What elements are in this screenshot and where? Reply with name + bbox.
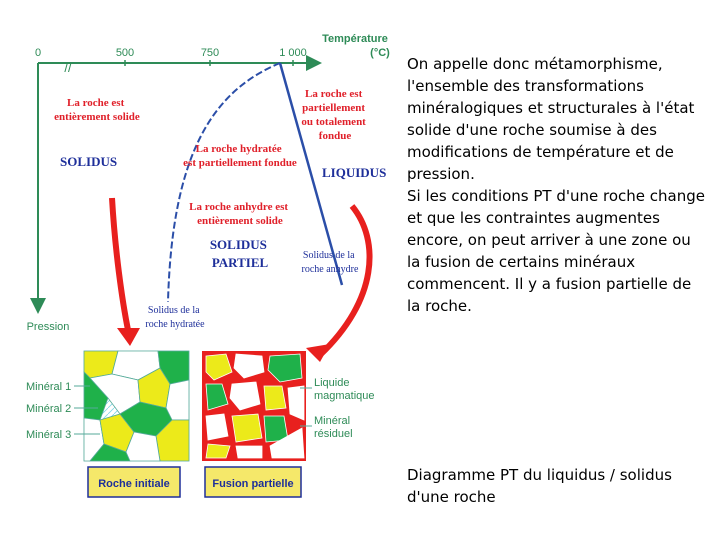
mineral-3-label: Minéral 3 (26, 429, 72, 441)
arrow-to-partial-head (306, 344, 330, 362)
arrow-to-initial-head (117, 328, 140, 346)
solidus-label: SOLIDUS (60, 154, 118, 169)
zone-hydrated-label: La roche hydratée est partiellement fondue (183, 143, 297, 169)
paragraph-metamorphism: On appelle donc métamorphisme, l'ensemble des transformations minéralogiques et structurales à l'état solide d'une roche soumise à des modifications de température et de pression. (407, 55, 695, 183)
initial-rock-panel (84, 351, 189, 461)
initial-rock-caption: Roche initiale (98, 478, 170, 490)
zone-solid-label: La roche est entièrement solide (54, 97, 140, 123)
x-axis-unit: (°C) (370, 47, 390, 59)
x-axis-title: Température (322, 33, 388, 45)
tick-label-500: 500 (115, 47, 135, 59)
partial-solidus-label: SOLIDUS PARTIEL (209, 237, 269, 270)
liquidus-label: LIQUIDUS (322, 165, 387, 180)
tick-label-750: 750 (200, 47, 220, 59)
melt-liquid-label: Liquide magmatique (314, 377, 375, 402)
zone-liquid-label: La roche est partiellement ou totalement fondue (301, 88, 366, 142)
axis-break-mark: // (64, 60, 72, 75)
tick-label-1000: 1 000 (279, 47, 307, 59)
hydrated-solidus-label: Solidus de la roche hydratée (145, 305, 205, 330)
paragraph-partial-fusion: Si les conditions PT d'une roche change et que les contraintes augmentes encore, on peut arriver à une zone ou la fusion de certains minéraux commencent. Il y a fusion partielle de la roche. (407, 187, 705, 315)
partial-melt-caption: Fusion partielle (212, 478, 294, 490)
tick-label-0: 0 (34, 47, 42, 59)
zone-anhydrous-label: La roche anhydre est entièrement solide (189, 201, 289, 227)
diagram-caption: Diagramme PT du liquidus / solidus d'une roche (407, 466, 672, 506)
explanation-text (407, 53, 707, 317)
partial-melt-panel (202, 351, 306, 461)
anhydrous-solidus-label: Solidus de la roche anhydre (301, 250, 359, 275)
residual-mineral-label: Minéral résiduel (314, 415, 353, 440)
mineral-2-label: Minéral 2 (26, 403, 72, 415)
y-axis-title: Pression (26, 321, 70, 333)
mineral-1-label: Minéral 1 (26, 381, 72, 393)
arrow-to-initial (112, 198, 128, 330)
